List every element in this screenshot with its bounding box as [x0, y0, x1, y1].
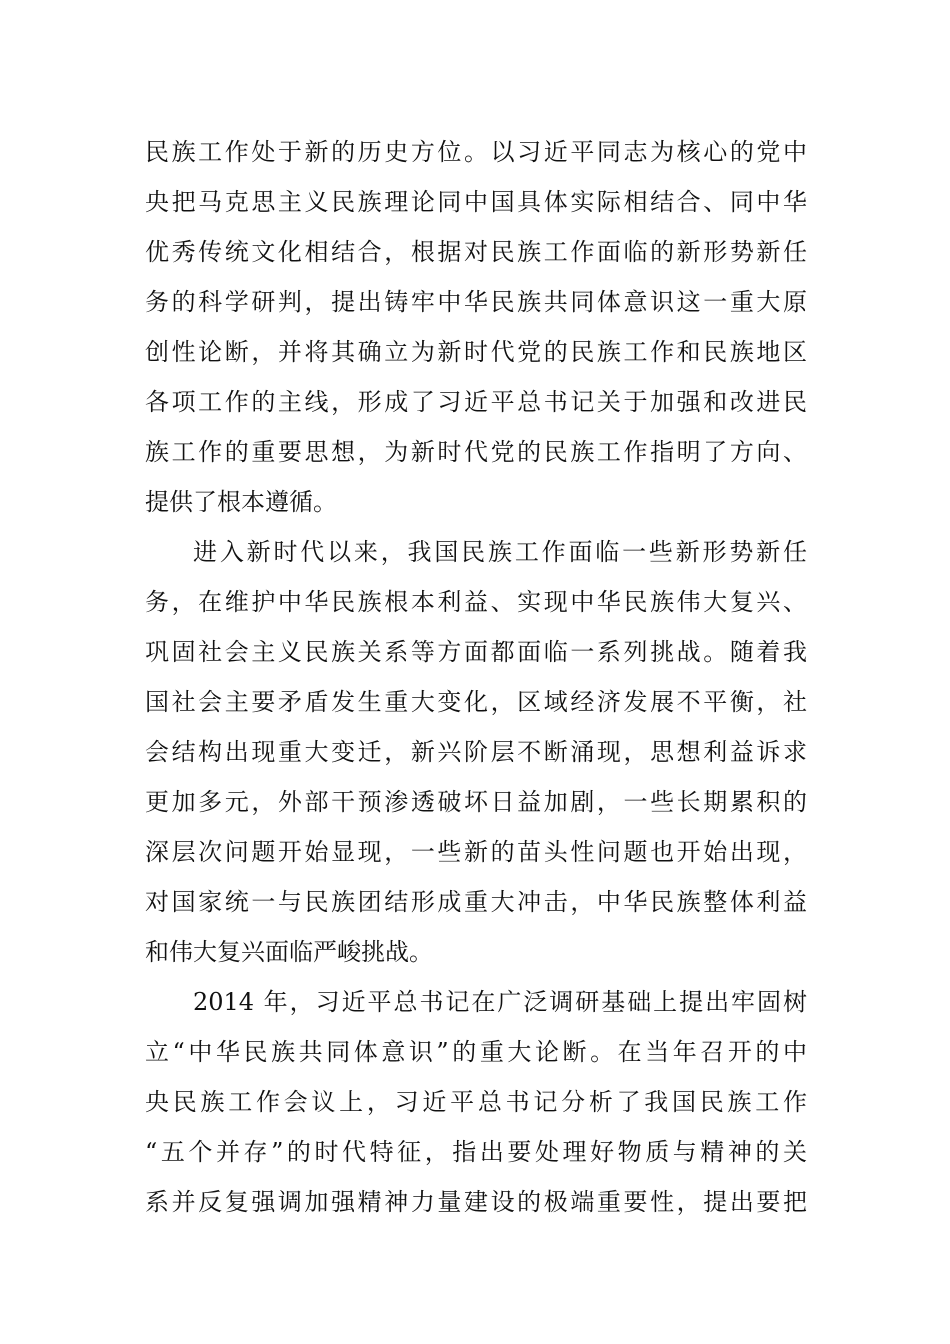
text-line: 民族工作处于新的历史方位。以习近平同志为核心的党中 [145, 138, 807, 166]
text-line: 优秀传统文化相结合，根据对民族工作面临的新形势新任 [145, 238, 807, 266]
text-line: 提供了根本遵循。 [145, 488, 337, 516]
text-line: 对国家统一与民族团结形成重大冲击，中华民族整体利益 [145, 888, 807, 916]
text-line: 族工作的重要思想，为新时代党的民族工作指明了方向、 [145, 438, 807, 466]
text-line: 系并反复强调加强精神力量建设的极端重要性，提出要把 [145, 1188, 807, 1216]
text-line: 立“中华民族共同体意识”的重大论断。在当年召开的中 [145, 1038, 807, 1066]
paragraph-first-line: 进入新时代以来，我国民族工作面临一些新形势新任 [193, 538, 807, 566]
paragraph-first-line: 2014 年，习近平总书记在广泛调研基础上提出牢固树 [193, 988, 807, 1016]
text-line: 和伟大复兴面临严峻挑战。 [145, 938, 433, 966]
text-line: 会结构出现重大变迁，新兴阶层不断涌现，思想利益诉求 [145, 738, 807, 766]
text-line: 国社会主要矛盾发生重大变化，区域经济发展不平衡，社 [145, 688, 807, 716]
text-line: 央把马克思主义民族理论同中国具体实际相结合、同中华 [145, 188, 807, 216]
text-line: 务的科学研判，提出铸牢中华民族共同体意识这一重大原 [145, 288, 807, 316]
text-line: 创性论断，并将其确立为新时代党的民族工作和民族地区 [145, 338, 807, 366]
text-line: 央民族工作会议上，习近平总书记分析了我国民族工作 [145, 1088, 807, 1116]
text-line: 巩固社会主义民族关系等方面都面临一系列挑战。随着我 [145, 638, 807, 666]
text-line: 务，在维护中华民族根本利益、实现中华民族伟大复兴、 [145, 588, 807, 616]
text-line: 更加多元，外部干预渗透破坏日益加剧，一些长期累积的 [145, 788, 807, 816]
text-line: 各项工作的主线，形成了习近平总书记关于加强和改进民 [145, 388, 807, 416]
text-line: 深层次问题开始显现，一些新的苗头性问题也开始出现， [145, 838, 807, 866]
text-line: “五个并存”的时代特征，指出要处理好物质与精神的关 [145, 1138, 807, 1166]
